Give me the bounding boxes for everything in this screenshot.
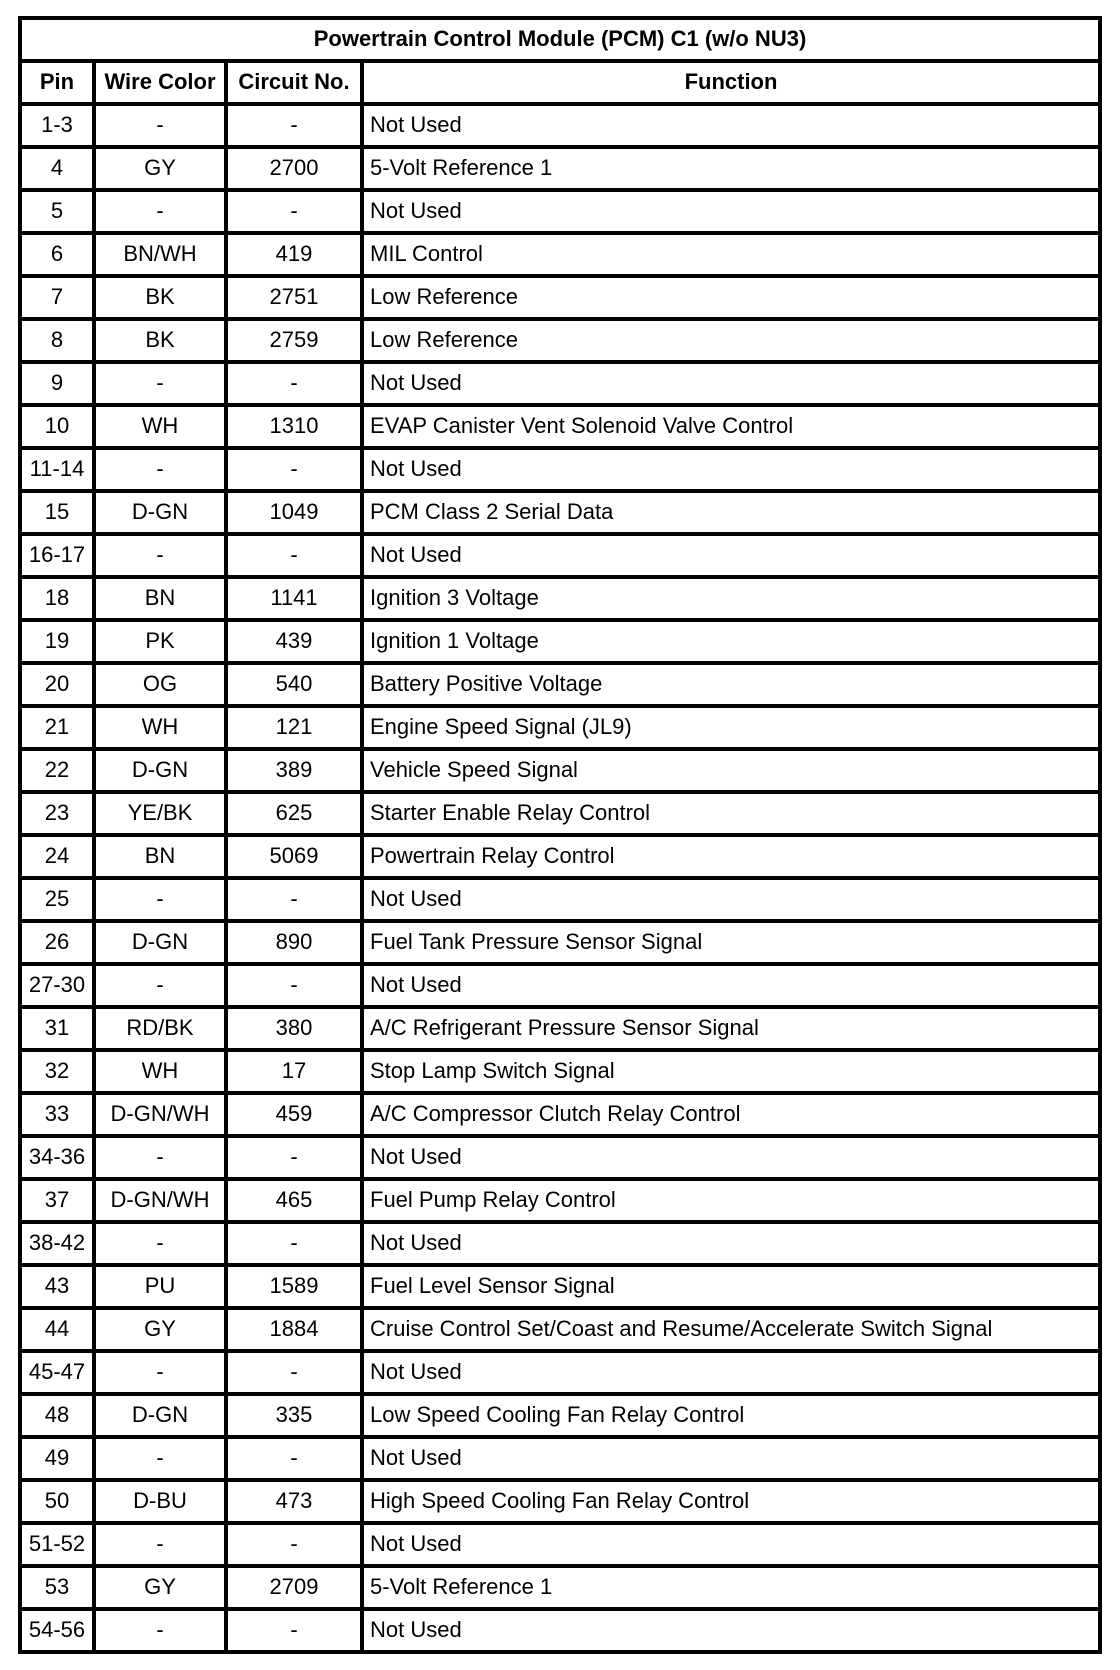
- pin-cell: 49: [20, 1437, 94, 1480]
- pin-cell: 1-3: [20, 104, 94, 147]
- wire-color-cell: -: [94, 1523, 226, 1566]
- wire-color-cell: GY: [94, 1566, 226, 1609]
- column-header-circuit-no: Circuit No.: [226, 61, 362, 104]
- table-row: [20, 1609, 1100, 1652]
- function-cell: Not Used: [362, 1351, 1100, 1394]
- circuit-no-cell: 1310: [226, 405, 362, 448]
- table-row: [20, 104, 1100, 147]
- function-cell: Not Used: [362, 1523, 1100, 1566]
- function-cell: 5-Volt Reference 1: [362, 147, 1100, 190]
- pin-cell: 54-56: [20, 1609, 94, 1652]
- wire-color-cell: -: [94, 1351, 226, 1394]
- function-cell: Not Used: [362, 448, 1100, 491]
- table-title: Powertrain Control Module (PCM) C1 (w/o NU3): [20, 18, 1100, 61]
- wire-color-cell: RD/BK: [94, 1007, 226, 1050]
- table-row: [20, 1093, 1100, 1136]
- function-cell: Stop Lamp Switch Signal: [362, 1050, 1100, 1093]
- wire-color-cell: OG: [94, 663, 226, 706]
- circuit-no-cell: -: [226, 1437, 362, 1480]
- pin-cell: 37: [20, 1179, 94, 1222]
- pin-cell: 22: [20, 749, 94, 792]
- wire-color-cell: -: [94, 1437, 226, 1480]
- pin-cell: 48: [20, 1394, 94, 1437]
- function-cell: Low Reference: [362, 319, 1100, 362]
- wire-color-cell: -: [94, 104, 226, 147]
- table-row: [20, 1007, 1100, 1050]
- circuit-no-cell: -: [226, 104, 362, 147]
- table-row: [20, 1437, 1100, 1480]
- table-row: [20, 1523, 1100, 1566]
- function-cell: PCM Class 2 Serial Data: [362, 491, 1100, 534]
- table-row: [20, 233, 1100, 276]
- circuit-no-cell: 1049: [226, 491, 362, 534]
- function-cell: Cruise Control Set/Coast and Resume/Accelerate Switch Signal: [362, 1308, 1100, 1351]
- circuit-no-cell: 465: [226, 1179, 362, 1222]
- function-cell: A/C Refrigerant Pressure Sensor Signal: [362, 1007, 1100, 1050]
- wire-color-cell: D-GN/WH: [94, 1179, 226, 1222]
- circuit-no-cell: 2759: [226, 319, 362, 362]
- wire-color-cell: D-GN: [94, 1394, 226, 1437]
- wire-color-cell: -: [94, 964, 226, 1007]
- circuit-no-cell: 540: [226, 663, 362, 706]
- table-row: [20, 749, 1100, 792]
- circuit-no-cell: 439: [226, 620, 362, 663]
- circuit-no-cell: 419: [226, 233, 362, 276]
- table-row: [20, 835, 1100, 878]
- table-row: [20, 921, 1100, 964]
- wire-color-cell: BN/WH: [94, 233, 226, 276]
- title-row: [20, 18, 1100, 61]
- pin-cell: 10: [20, 405, 94, 448]
- function-cell: Low Speed Cooling Fan Relay Control: [362, 1394, 1100, 1437]
- pin-cell: 43: [20, 1265, 94, 1308]
- table-row: [20, 405, 1100, 448]
- function-cell: MIL Control: [362, 233, 1100, 276]
- wire-color-cell: D-GN: [94, 921, 226, 964]
- function-cell: 5-Volt Reference 1: [362, 1566, 1100, 1609]
- function-cell: Not Used: [362, 1609, 1100, 1652]
- circuit-no-cell: 389: [226, 749, 362, 792]
- function-cell: Not Used: [362, 1437, 1100, 1480]
- pin-cell: 26: [20, 921, 94, 964]
- function-cell: EVAP Canister Vent Solenoid Valve Control: [362, 405, 1100, 448]
- wire-color-cell: BK: [94, 319, 226, 362]
- pin-cell: 53: [20, 1566, 94, 1609]
- pin-cell: 23: [20, 792, 94, 835]
- circuit-no-cell: 473: [226, 1480, 362, 1523]
- wire-color-cell: D-BU: [94, 1480, 226, 1523]
- table-row: [20, 362, 1100, 405]
- pin-cell: 31: [20, 1007, 94, 1050]
- function-cell: Fuel Level Sensor Signal: [362, 1265, 1100, 1308]
- pin-cell: 5: [20, 190, 94, 233]
- table-row: [20, 663, 1100, 706]
- pin-cell: 4: [20, 147, 94, 190]
- wire-color-cell: D-GN: [94, 749, 226, 792]
- circuit-no-cell: 1589: [226, 1265, 362, 1308]
- wire-color-cell: GY: [94, 147, 226, 190]
- table-row: [20, 1136, 1100, 1179]
- circuit-no-cell: -: [226, 1222, 362, 1265]
- function-cell: Not Used: [362, 534, 1100, 577]
- pin-cell: 33: [20, 1093, 94, 1136]
- circuit-no-cell: 2700: [226, 147, 362, 190]
- circuit-no-cell: 459: [226, 1093, 362, 1136]
- wire-color-cell: -: [94, 878, 226, 921]
- function-cell: Low Reference: [362, 276, 1100, 319]
- pin-cell: 8: [20, 319, 94, 362]
- table-row: [20, 276, 1100, 319]
- function-cell: Ignition 1 Voltage: [362, 620, 1100, 663]
- circuit-no-cell: 2709: [226, 1566, 362, 1609]
- circuit-no-cell: 17: [226, 1050, 362, 1093]
- pin-cell: 34-36: [20, 1136, 94, 1179]
- function-cell: Battery Positive Voltage: [362, 663, 1100, 706]
- circuit-no-cell: -: [226, 964, 362, 1007]
- table-body: [20, 104, 1100, 1652]
- pin-cell: 11-14: [20, 448, 94, 491]
- table-row: [20, 964, 1100, 1007]
- table-row: [20, 620, 1100, 663]
- circuit-no-cell: 335: [226, 1394, 362, 1437]
- wire-color-cell: BN: [94, 835, 226, 878]
- wire-color-cell: -: [94, 1609, 226, 1652]
- circuit-no-cell: -: [226, 1523, 362, 1566]
- column-header-function: Function: [362, 61, 1100, 104]
- wire-color-cell: -: [94, 448, 226, 491]
- wire-color-cell: -: [94, 1222, 226, 1265]
- function-cell: Vehicle Speed Signal: [362, 749, 1100, 792]
- function-cell: Not Used: [362, 104, 1100, 147]
- table-row: [20, 1179, 1100, 1222]
- pin-cell: 9: [20, 362, 94, 405]
- table-row: [20, 1222, 1100, 1265]
- table-row: [20, 147, 1100, 190]
- pin-cell: 25: [20, 878, 94, 921]
- table-row: [20, 491, 1100, 534]
- circuit-no-cell: 625: [226, 792, 362, 835]
- function-cell: Fuel Pump Relay Control: [362, 1179, 1100, 1222]
- function-cell: Not Used: [362, 362, 1100, 405]
- function-cell: Not Used: [362, 1136, 1100, 1179]
- wire-color-cell: -: [94, 1136, 226, 1179]
- wire-color-cell: -: [94, 190, 226, 233]
- pin-cell: 16-17: [20, 534, 94, 577]
- pin-cell: 45-47: [20, 1351, 94, 1394]
- table-row: [20, 1265, 1100, 1308]
- pin-cell: 44: [20, 1308, 94, 1351]
- circuit-no-cell: 1884: [226, 1308, 362, 1351]
- pin-cell: 24: [20, 835, 94, 878]
- pin-cell: 27-30: [20, 964, 94, 1007]
- circuit-no-cell: -: [226, 534, 362, 577]
- pin-cell: 38-42: [20, 1222, 94, 1265]
- circuit-no-cell: -: [226, 190, 362, 233]
- circuit-no-cell: -: [226, 448, 362, 491]
- pin-cell: 20: [20, 663, 94, 706]
- circuit-no-cell: 890: [226, 921, 362, 964]
- function-cell: Not Used: [362, 964, 1100, 1007]
- table-row: [20, 792, 1100, 835]
- wire-color-cell: GY: [94, 1308, 226, 1351]
- circuit-no-cell: 5069: [226, 835, 362, 878]
- circuit-no-cell: -: [226, 1351, 362, 1394]
- function-cell: Not Used: [362, 1222, 1100, 1265]
- table-row: [20, 534, 1100, 577]
- circuit-no-cell: 2751: [226, 276, 362, 319]
- circuit-no-cell: -: [226, 1609, 362, 1652]
- function-cell: Powertrain Relay Control: [362, 835, 1100, 878]
- table-row: [20, 1480, 1100, 1523]
- circuit-no-cell: 121: [226, 706, 362, 749]
- circuit-no-cell: 1141: [226, 577, 362, 620]
- circuit-no-cell: -: [226, 878, 362, 921]
- wire-color-cell: WH: [94, 1050, 226, 1093]
- function-cell: Fuel Tank Pressure Sensor Signal: [362, 921, 1100, 964]
- wire-color-cell: D-GN: [94, 491, 226, 534]
- table-row: [20, 319, 1100, 362]
- function-cell: Not Used: [362, 190, 1100, 233]
- pin-cell: 15: [20, 491, 94, 534]
- pin-cell: 18: [20, 577, 94, 620]
- function-cell: Starter Enable Relay Control: [362, 792, 1100, 835]
- pin-cell: 32: [20, 1050, 94, 1093]
- wire-color-cell: WH: [94, 706, 226, 749]
- table-row: [20, 1351, 1100, 1394]
- pin-cell: 50: [20, 1480, 94, 1523]
- table-row: [20, 577, 1100, 620]
- pin-cell: 21: [20, 706, 94, 749]
- circuit-no-cell: -: [226, 1136, 362, 1179]
- header-row: [20, 61, 1100, 104]
- function-cell: Ignition 3 Voltage: [362, 577, 1100, 620]
- pin-cell: 19: [20, 620, 94, 663]
- wire-color-cell: D-GN/WH: [94, 1093, 226, 1136]
- column-header-wire-color: Wire Color: [94, 61, 226, 104]
- wire-color-cell: BN: [94, 577, 226, 620]
- table-row: [20, 878, 1100, 921]
- wire-color-cell: WH: [94, 405, 226, 448]
- function-cell: A/C Compressor Clutch Relay Control: [362, 1093, 1100, 1136]
- table-row: [20, 706, 1100, 749]
- table-row: [20, 1394, 1100, 1437]
- table-row: [20, 1050, 1100, 1093]
- wire-color-cell: PU: [94, 1265, 226, 1308]
- column-header-pin: Pin: [20, 61, 94, 104]
- pcm-pinout-table: [18, 16, 1102, 1654]
- function-cell: Not Used: [362, 878, 1100, 921]
- pin-cell: 51-52: [20, 1523, 94, 1566]
- wire-color-cell: -: [94, 534, 226, 577]
- wire-color-cell: BK: [94, 276, 226, 319]
- table-row: [20, 190, 1100, 233]
- function-cell: High Speed Cooling Fan Relay Control: [362, 1480, 1100, 1523]
- pin-cell: 6: [20, 233, 94, 276]
- table-row: [20, 1308, 1100, 1351]
- circuit-no-cell: 380: [226, 1007, 362, 1050]
- wire-color-cell: -: [94, 362, 226, 405]
- circuit-no-cell: -: [226, 362, 362, 405]
- function-cell: Engine Speed Signal (JL9): [362, 706, 1100, 749]
- wire-color-cell: PK: [94, 620, 226, 663]
- pin-cell: 7: [20, 276, 94, 319]
- table-row: [20, 1566, 1100, 1609]
- table-row: [20, 448, 1100, 491]
- wire-color-cell: YE/BK: [94, 792, 226, 835]
